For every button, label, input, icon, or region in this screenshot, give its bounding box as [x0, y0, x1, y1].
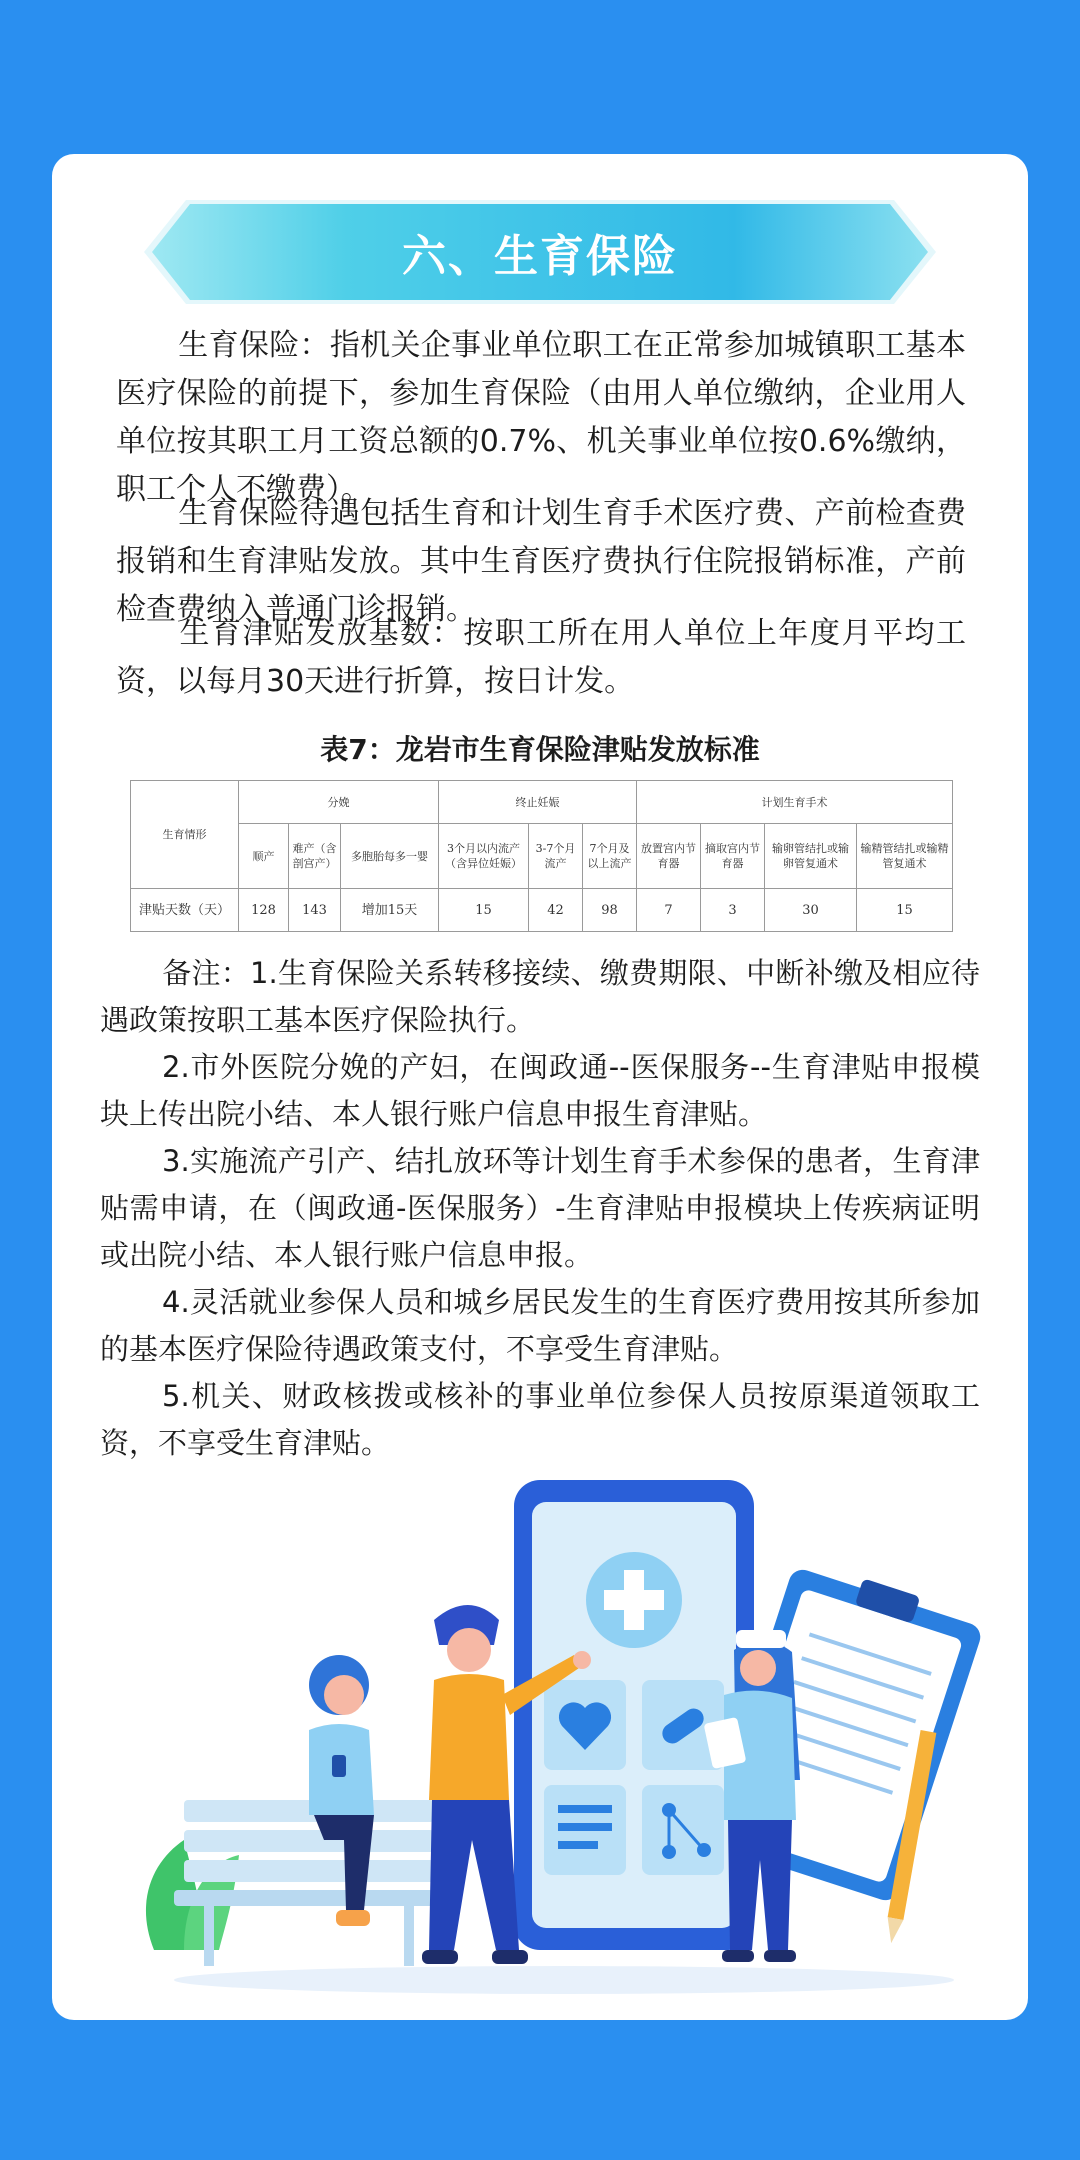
note-text-3: 3.实施流产引产、结扎放环等计划生育手术参保的患者，生育津贴需申请，在（闽政通-医保服务）-生育津贴申报模块上传疾病证明或出院小结、本人银行账户信息申报。: [100, 1144, 980, 1272]
sub-header: 输精管结扎或输精管复通术: [857, 824, 953, 889]
phone-icon: [514, 1480, 754, 1950]
note-text-1: 备注：1.生育保险关系转移接续、缴费期限、中断补缴及相应待遇政策按职工基本医疗保险执行。: [100, 956, 980, 1037]
sub-header: 摘取宫内节育器: [701, 824, 765, 889]
value-cell: 143: [289, 889, 341, 932]
value-cell: 3: [701, 889, 765, 932]
row-header-cell: 生育情形: [131, 781, 239, 889]
note-2: [100, 1044, 980, 1138]
sitting-woman-figure: [309, 1655, 374, 1926]
group-header: 计划生育手术: [637, 781, 953, 824]
medical-illustration: [124, 1480, 984, 2000]
value-cell: 42: [529, 889, 583, 932]
sub-header: 难产（含剖宫产）: [289, 824, 341, 889]
note-text-4: 4.灵活就业参保人员和城乡居民发生的生育医疗费用按其所参加的基本医疗保险待遇政策支付，不享受生育津贴。: [100, 1285, 980, 1366]
intro-text-3: 生育津贴发放基数：按职工所在用人单位上年度月平均工资，以每月30天进行折算，按日计发。: [116, 616, 966, 699]
value-cell: 128: [239, 889, 289, 932]
sub-header: 7个月及以上流产: [583, 824, 637, 889]
note-5: [100, 1373, 980, 1467]
value-cell: 30: [765, 889, 857, 932]
sub-header: 多胞胎每多一婴: [341, 824, 439, 889]
intro-paragraph-1: [116, 322, 966, 514]
intro-text-2: 生育保险待遇包括生育和计划生育手术医疗费、产前检查费报销和生育津贴发放。其中生育医疗费执行住院报销标准，产前检查费纳入普通门诊报销。: [116, 496, 966, 627]
note-text-2: 2.市外医院分娩的产妇，在闽政通--医保服务--生育津贴申报模块上传出院小结、本人银行账户信息申报生育津贴。: [100, 1050, 980, 1131]
value-cell: 98: [583, 889, 637, 932]
content-card: [52, 154, 1028, 2020]
allowance-table: [130, 780, 953, 932]
sub-header: 3-7个月流产: [529, 824, 583, 889]
section-banner: [144, 200, 936, 304]
value-cell: 增加15天: [341, 889, 439, 932]
sub-header: 输卵管结扎或输卵管复通术: [765, 824, 857, 889]
sub-header: 顺产: [239, 824, 289, 889]
note-text-5: 5.机关、财政核拨或核补的事业单位参保人员按原渠道领取工资，不享受生育津贴。: [100, 1379, 980, 1460]
value-cell: 15: [857, 889, 953, 932]
section-title: 六、生育保险: [402, 231, 678, 282]
notes-section: [100, 950, 980, 1467]
sub-header: 3个月以内流产（含异位妊娠）: [439, 824, 529, 889]
group-header: 终止妊娠: [439, 781, 637, 824]
value-cell: 7: [637, 889, 701, 932]
ground-shadow: [174, 1966, 954, 1994]
group-header: 分娩: [239, 781, 439, 824]
value-label-cell: 津贴天数（天）: [131, 889, 239, 932]
note-1: [100, 950, 980, 1044]
value-cell: 15: [439, 889, 529, 932]
table-title: 表7：龙岩市生育保险津贴发放标准: [320, 733, 760, 766]
note-4: [100, 1279, 980, 1373]
note-3: [100, 1138, 980, 1279]
intro-text-1: 生育保险：指机关企事业单位职工在正常参加城镇职工基本医疗保险的前提下，参加生育保险（由用人单位缴纳，企业用人单位按其职工月工资总额的0.7%、机关事业单位按0.6%缴纳，职工个人不缴费）。: [116, 328, 966, 507]
intro-paragraph-3: [116, 610, 966, 706]
sub-header: 放置宫内节育器: [637, 824, 701, 889]
